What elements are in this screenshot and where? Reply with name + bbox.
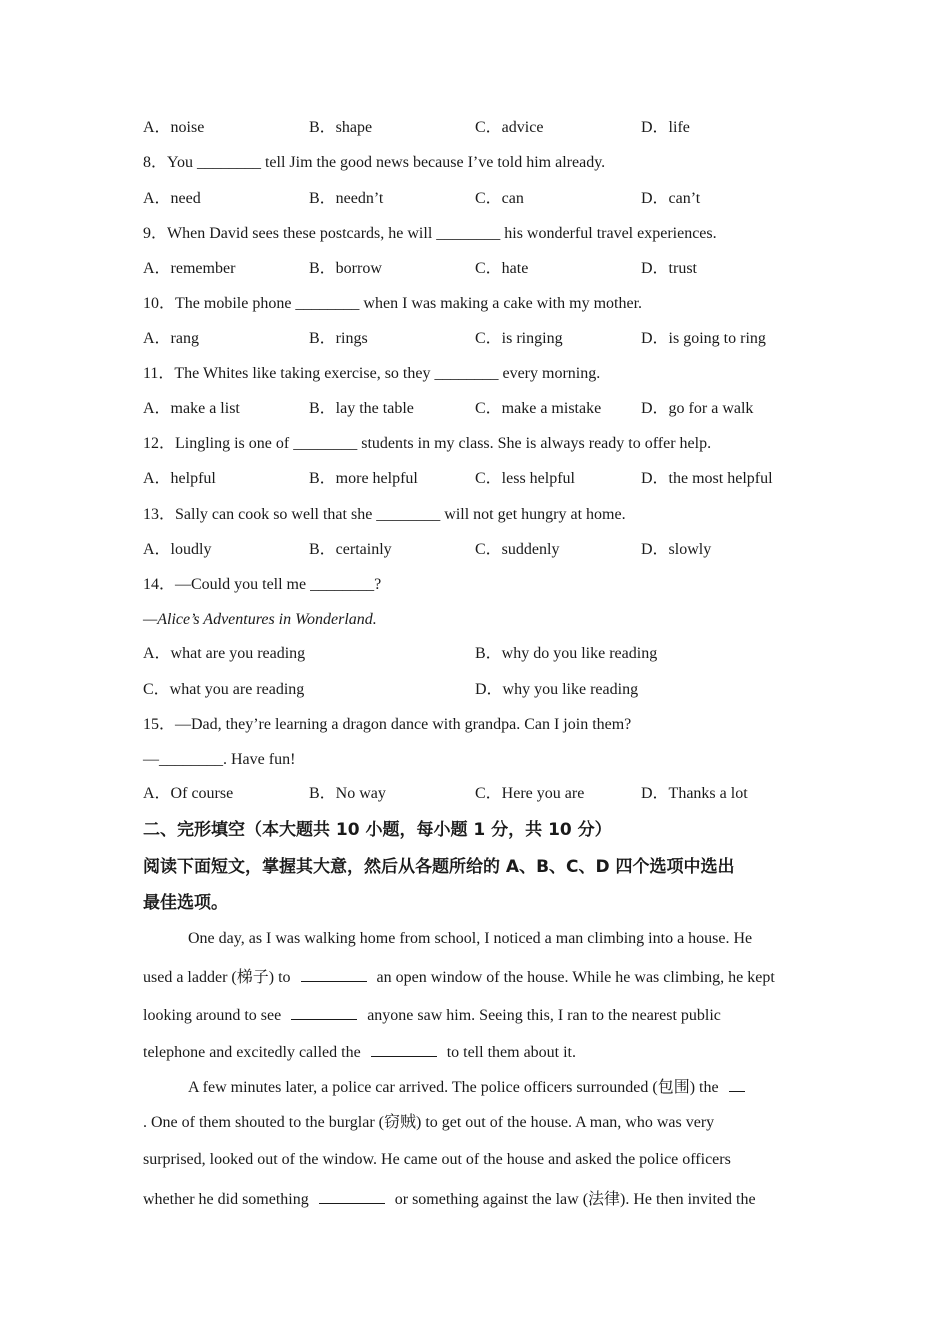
passage-p1-line2	[143, 966, 775, 988]
passage-p2-line3: surprised, looked out of the window. He came out of the house and asked the police officers	[143, 1151, 731, 1168]
q14-stem: 14．—Could you tell me ________?	[143, 576, 382, 593]
q14-option-b: B．why do you like reading	[475, 645, 658, 662]
passage-p1-line3-start: looking around to see	[143, 1007, 282, 1024]
q9-option-d: D．trust	[641, 260, 698, 277]
q13-option-d: D．slowly	[641, 541, 712, 558]
section-heading: 二、完形填空（本大题共 10 小题，每小题 1 分，共 10 分）	[143, 820, 612, 840]
passage-p2-line4	[143, 1188, 756, 1210]
q7-option-d: D．life	[641, 119, 690, 136]
passage-p1-line3	[143, 1004, 721, 1026]
passage-p1-line4-end: to tell them about it.	[446, 1044, 576, 1061]
passage-p2-line1-text: A few minutes later, a police car arrived. The police officers surrounded (包围) the	[188, 1079, 719, 1096]
q10-stem: 10．The mobile phone ________ when I was making a cake with my mother.	[143, 295, 643, 312]
cloze-blank	[371, 1041, 437, 1057]
q14-reply: —Alice’s Adventures in Wonderland.	[143, 611, 377, 628]
q11-option-d: D．go for a walk	[641, 400, 754, 417]
q14-option-a: A．what are you reading	[143, 645, 306, 662]
q13-option-a: A．loudly	[143, 541, 212, 558]
passage-p2-line4-start: whether he did something	[143, 1191, 309, 1208]
q14-option-c: C．what you are reading	[143, 681, 305, 698]
passage-p1-line3-end: anyone saw him. Seeing this, I ran to the nearest public	[367, 1007, 721, 1024]
q15-reply: —________. Have fun!	[143, 751, 296, 768]
q15-option-c: C．Here you are	[475, 785, 585, 802]
q9-option-b: B．borrow	[309, 260, 382, 277]
cloze-blank	[729, 1076, 745, 1092]
q13-option-b: B．certainly	[309, 541, 392, 558]
q7-option-b: B．shape	[309, 119, 373, 136]
q10-option-d: D．is going to ring	[641, 330, 766, 347]
q8-option-b: B．needn’t	[309, 190, 384, 207]
q9-option-a: A．remember	[143, 260, 236, 277]
passage-p1-line4	[143, 1041, 576, 1063]
q14-option-d: D．why you like reading	[475, 681, 639, 698]
passage-p1-line2-end: an open window of the house. While he was climbing, he kept	[376, 969, 775, 986]
q8-option-a: A．need	[143, 190, 201, 207]
section-instruction-line2: 最佳选项。	[143, 893, 228, 913]
q8-option-d: D．can’t	[641, 190, 701, 207]
q11-option-a: A．make a list	[143, 400, 240, 417]
q15-option-a: A．Of course	[143, 785, 234, 802]
q12-stem: 12．Lingling is one of ________ students in my class. She is always ready to offer help.	[143, 435, 712, 452]
q10-option-a: A．rang	[143, 330, 199, 347]
q11-option-c: C．make a mistake	[475, 400, 602, 417]
cloze-blank	[291, 1004, 357, 1020]
q10-option-b: B．rings	[309, 330, 368, 347]
q12-option-d: D．the most helpful	[641, 470, 773, 487]
q13-stem: 13．Sally can cook so well that she ________ will not get hungry at home.	[143, 506, 626, 523]
section-instruction-line1: 阅读下面短文，掌握其大意，然后从各题所给的 A、B、C、D 四个选项中选出	[143, 857, 735, 877]
q15-option-d: D．Thanks a lot	[641, 785, 748, 802]
q12-option-b: B．more helpful	[309, 470, 418, 487]
q10-option-c: C．is ringing	[475, 330, 563, 347]
passage-p1-line4-start: telephone and excitedly called the	[143, 1044, 361, 1061]
passage-p2-line2: . One of them shouted to the burglar (窃贼) to get out of the house. A man, who was very	[143, 1114, 715, 1131]
passage-p1-line1: One day, as I was walking home from school, I noticed a man climbing into a house. He	[188, 930, 753, 947]
passage-p2-line1	[188, 1076, 745, 1098]
q7-option-a: A．noise	[143, 119, 205, 136]
q12-option-c: C．less helpful	[475, 470, 575, 487]
q15-option-b: B．No way	[309, 785, 386, 802]
q15-stem: 15．—Dad, they’re learning a dragon dance with grandpa. Can I join them?	[143, 716, 632, 733]
q11-option-b: B．lay the table	[309, 400, 414, 417]
cloze-blank	[319, 1188, 385, 1204]
cloze-blank	[301, 966, 367, 982]
q8-stem: 8．You ________ tell Jim the good news because I’ve told him already.	[143, 154, 606, 171]
q12-option-a: A．helpful	[143, 470, 216, 487]
q7-option-c: C．advice	[475, 119, 544, 136]
passage-p1-line2-start: used a ladder (梯子) to	[143, 969, 291, 986]
passage-p2-line4-end: or something against the law (法律). He then invited the	[394, 1191, 756, 1208]
q13-option-c: C．suddenly	[475, 541, 560, 558]
q9-stem: 9．When David sees these postcards, he will ________ his wonderful travel experiences.	[143, 225, 717, 242]
q9-option-c: C．hate	[475, 260, 529, 277]
q11-stem: 11．The Whites like taking exercise, so they ________ every morning.	[143, 365, 601, 382]
q8-option-c: C．can	[475, 190, 524, 207]
